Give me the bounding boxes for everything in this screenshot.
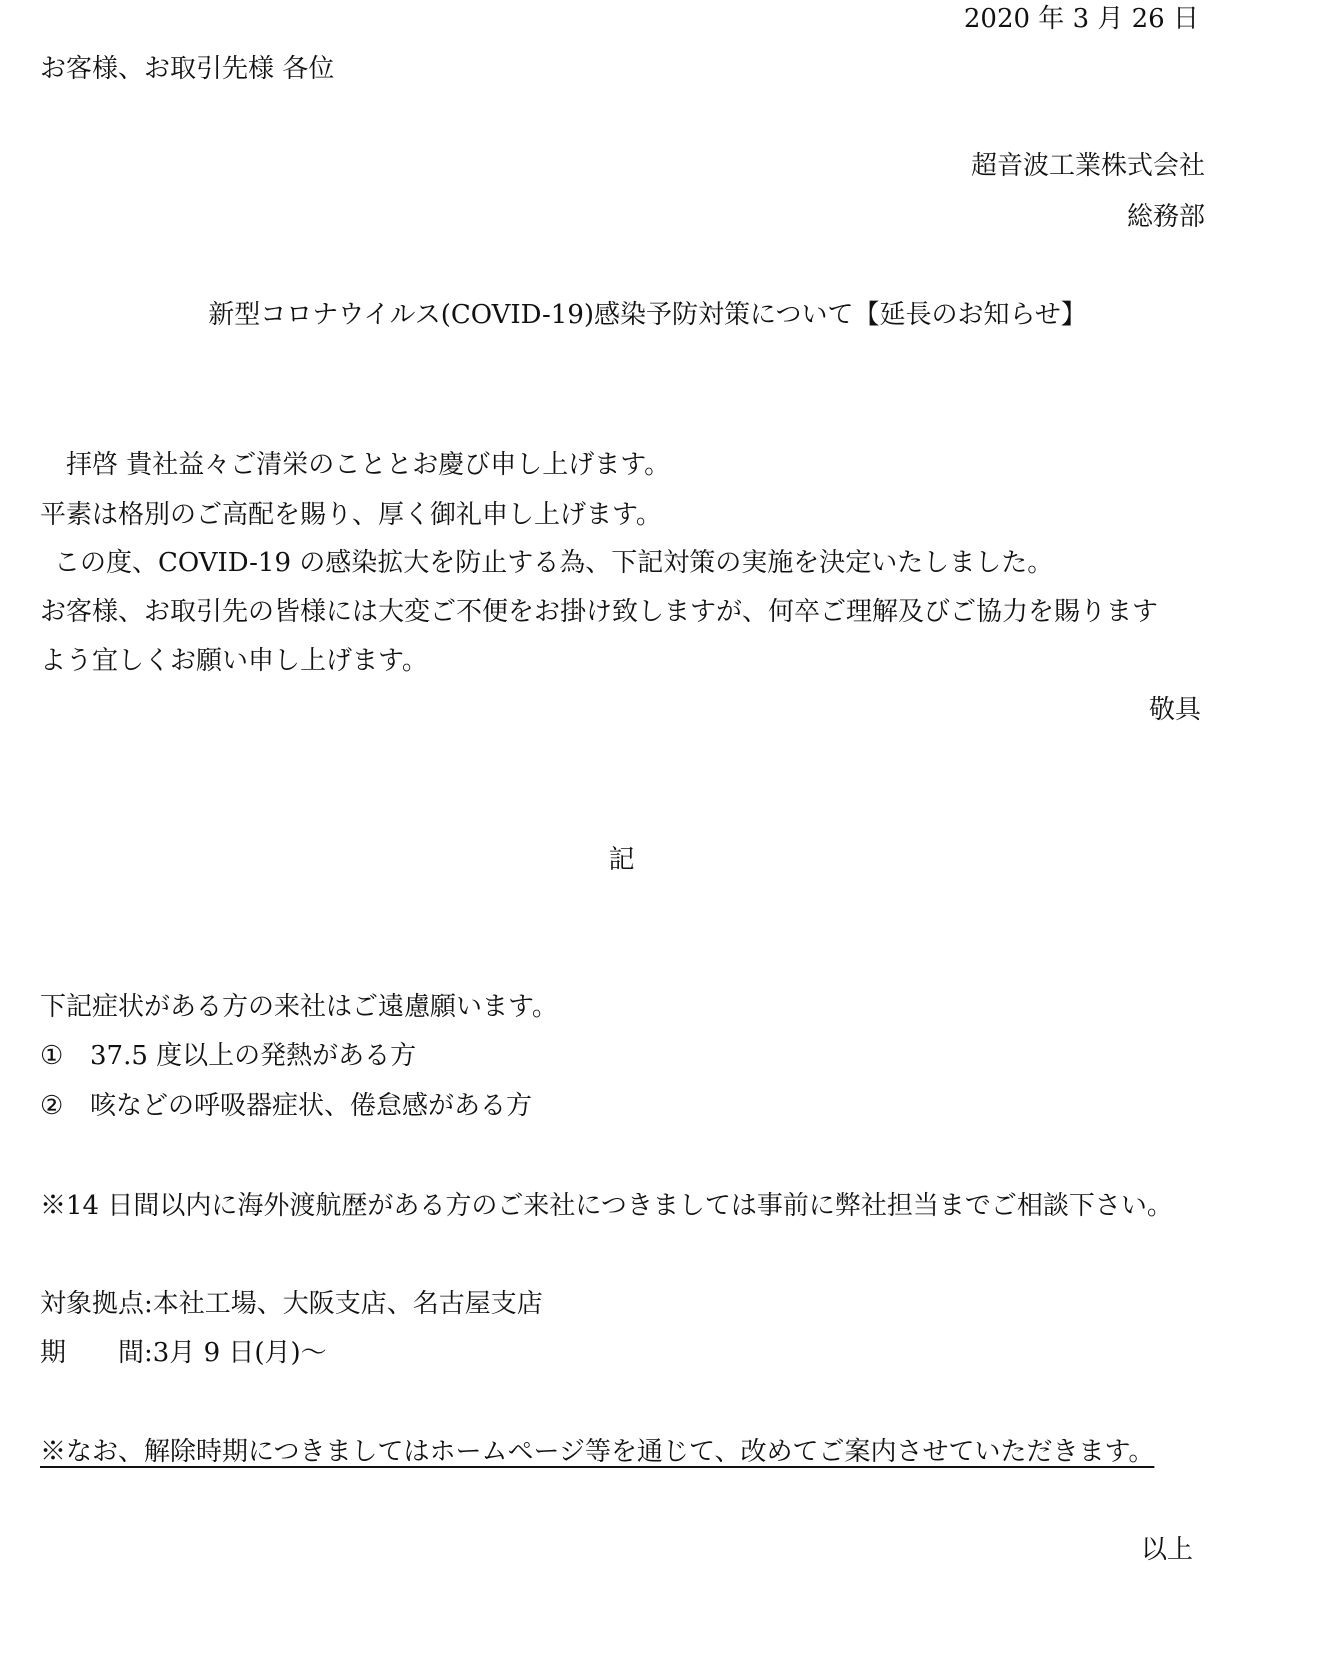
document-date: 2020 年 3 月 26 日	[963, 4, 1199, 34]
release-note: ※なお、解除時期につきましてはホームページ等を通じて、改めてご案内させていただきます。	[40, 1437, 1155, 1467]
addressee: お客様、お取引先様 各位	[40, 54, 335, 84]
symptom-text: 37.5 度以上の発熱がある方	[90, 1041, 417, 1071]
greeting-line-4: お客様、お取引先の皆様には大変ご不便をお掛け致しますが、何卒ご理解及びご協力を賜ります	[40, 597, 1159, 627]
ki-marker: 記	[608, 845, 635, 875]
closing-keigu: 敬具	[1148, 695, 1201, 725]
sender-company: 超音波工業株式会社	[970, 151, 1205, 181]
symptom-text: 咳などの呼吸器症状、倦怠感がある方	[90, 1091, 533, 1121]
document-title: 新型コロナウイルス(COVID-19)感染予防対策について【延長のお知らせ】	[208, 300, 1087, 330]
scope-locations	[40, 1291, 543, 1317]
scope-period	[40, 1340, 327, 1366]
locations-label: 対象拠点:	[40, 1289, 153, 1319]
travel-note: ※14 日間以内に海外渡航歴がある方のご来社につきましては事前に弊社担当までご相談下さい。	[40, 1191, 1173, 1221]
list-marker: ②	[40, 1091, 64, 1121]
locations-value: 本社工場、大阪支店、名古屋支店	[152, 1289, 543, 1319]
greeting-line-1: 拝啓 貴社益々ご清栄のこととお慶び申し上げます。	[66, 450, 671, 480]
symptoms-intro: 下記症状がある方の来社はご遠慮願います。	[40, 992, 558, 1022]
symptom-item-2	[40, 1093, 532, 1119]
symptom-item-1	[40, 1043, 416, 1069]
greeting-line-2: 平素は格別のご高配を賜り、厚く御礼申し上げます。	[40, 500, 662, 530]
period-label: 期 間:	[40, 1338, 153, 1368]
sender-department: 総務部	[1126, 202, 1205, 232]
list-marker: ①	[40, 1041, 64, 1071]
greeting-line-3: この度、COVID-19 の感染拡大を防止する為、下記対策の実施を決定いたしました。	[54, 548, 1054, 578]
greeting-line-5: よう宜しくお願い申し上げます。	[40, 646, 428, 676]
end-marker: 以上	[1140, 1535, 1193, 1565]
period-value: 3月 9 日(月)～	[152, 1338, 327, 1368]
